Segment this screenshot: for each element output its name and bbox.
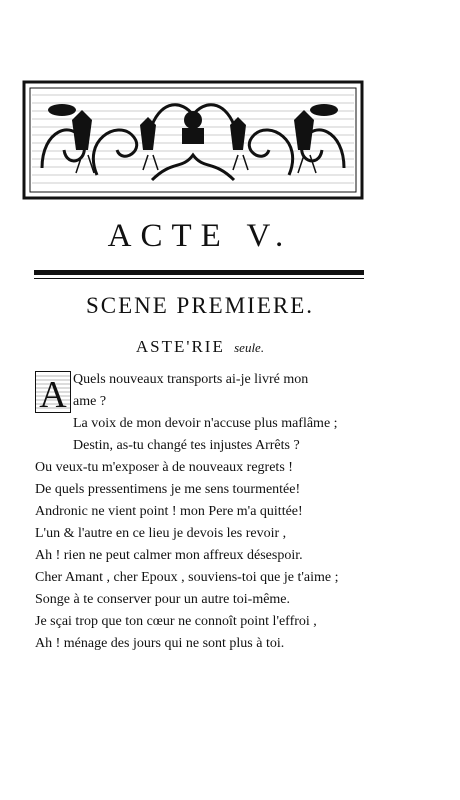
verse-line: L'un & l'autre en ce lieu je devois les revoir , <box>35 526 287 541</box>
double-rule-thin <box>34 278 364 279</box>
verse-line: Quels nouveaux transports ai-je livré mon <box>73 372 309 387</box>
verse-line: Andronic ne vient point ! mon Pere m'a quittée! <box>35 504 303 519</box>
verse-line: Destin, as-tu changé tes injustes Arrêts ? <box>73 438 300 453</box>
stage-direction: seule. <box>234 340 265 355</box>
act-title: ACTE V. <box>107 218 293 254</box>
character-heading <box>30 337 370 357</box>
verse-line: Ah ! ménage des jours qui ne sont plus à toi. <box>35 636 285 651</box>
svg-text:A: A <box>39 374 67 412</box>
verse-block <box>35 369 365 655</box>
verse-line: La voix de mon devoir n'accuse plus maflâme ; <box>73 416 338 431</box>
verse-line: Je sçai trop que ton cœur ne connoît point l'effroi , <box>35 614 317 629</box>
character-name: ASTE'RIE <box>135 337 225 356</box>
verse-line: ame ? <box>73 394 107 409</box>
verse-line: Cher Amant , cher Epoux , souviens-toi que je t'aime ; <box>35 570 339 585</box>
verse-line: Ah ! rien ne peut calmer mon affreux désespoir. <box>35 548 303 563</box>
scene-title: SCENE PREMIERE. <box>85 293 315 318</box>
verse-line: De quels pressentimens je me sens tourmentée! <box>35 482 301 497</box>
ornamental-headpiece <box>22 80 364 200</box>
double-rule-thick <box>34 270 364 275</box>
verse-line: Ou veux-tu m'exposer à de nouveaux regrets ! <box>35 460 293 475</box>
verse-line: Songe à te conserver pour un autre toi-même. <box>35 592 291 607</box>
